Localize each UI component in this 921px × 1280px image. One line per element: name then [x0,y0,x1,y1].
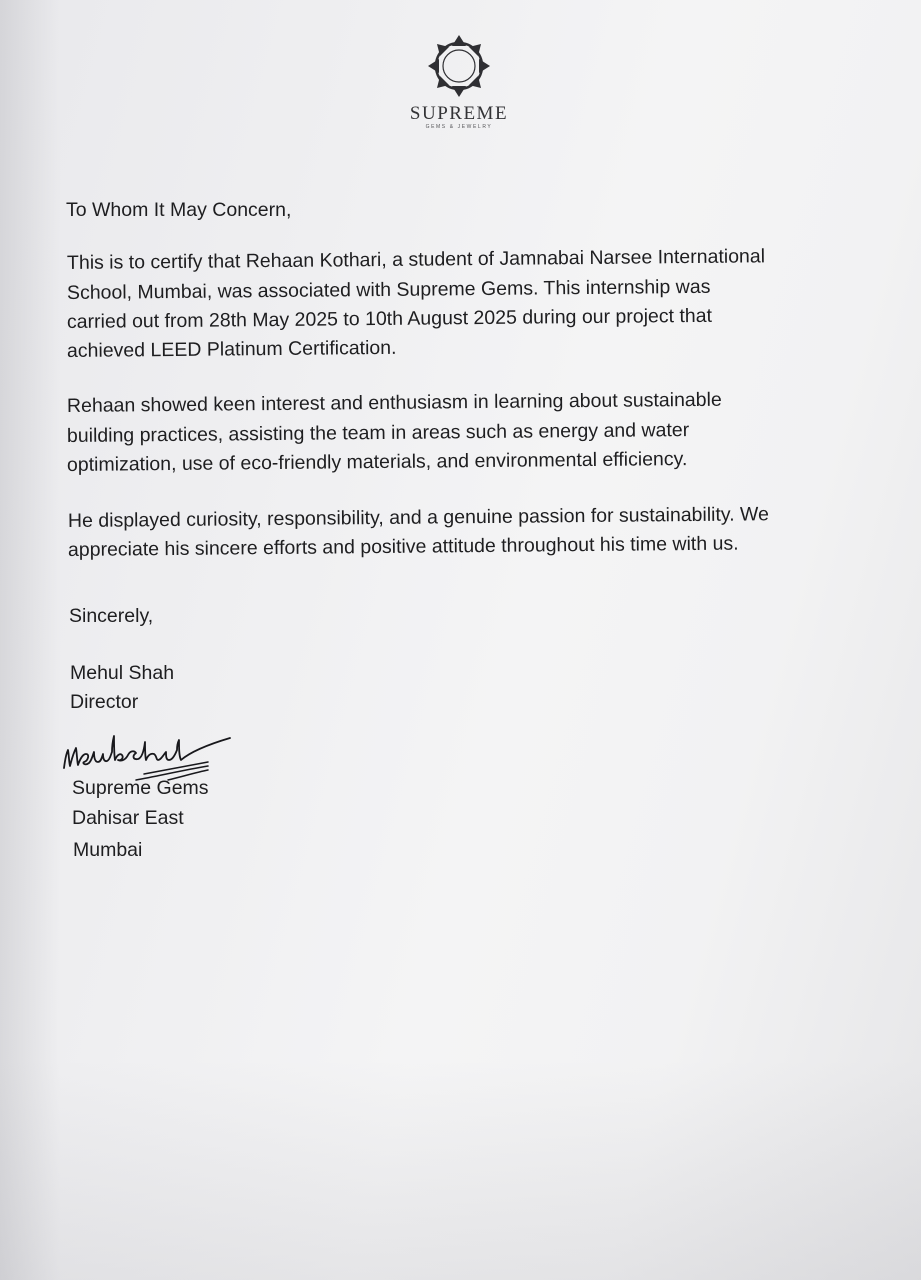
paragraph-3-line-1: He displayed curiosity, responsibility, and a genuine passion for sustainability. We [67,503,770,532]
signatory-title: Director [70,691,139,713]
paragraph-2-line-3: optimization, use of eco-friendly materials, and environmental efficiency. [66,448,688,476]
company-locality: Dahisar East [72,807,184,829]
signatory-name: Mehul Shah [70,662,175,684]
paragraph-3-line-2: appreciate his sincere efforts and positive attitude throughout his time with us. [67,532,739,561]
brand-tagline: GEMS & JEWELRY [425,124,493,130]
paragraph-1-line-3: carried out from 28th May 2025 to 10th August 2025 during our project that [66,304,713,333]
diamond-ring-icon [427,34,491,98]
brand-name: SUPREME [409,103,509,124]
paragraph-2-line-2: building practices, assisting the team in areas such as energy and water [66,419,690,447]
closing: Sincerely, [69,605,154,627]
paragraph-1-line-4: achieved LEED Platinum Certification. [66,336,397,362]
paper-shadow-bottom [0,1060,921,1280]
paragraph-1-line-2: School, Mumbai, was associated with Supreme Gems. This internship was [66,275,711,304]
company-city: Mumbai [73,839,143,861]
letterhead-logo [398,34,520,131]
salutation: To Whom It May Concern, [66,199,292,221]
paragraph-2-line-1: Rehaan showed keen interest and enthusiasm in learning about sustainable [66,388,722,417]
company-name: Supreme Gems [72,777,209,799]
paragraph-1-line-1: This is to certify that Rehaan Kothari, a student of Jamnabai Narsee International [66,245,766,274]
